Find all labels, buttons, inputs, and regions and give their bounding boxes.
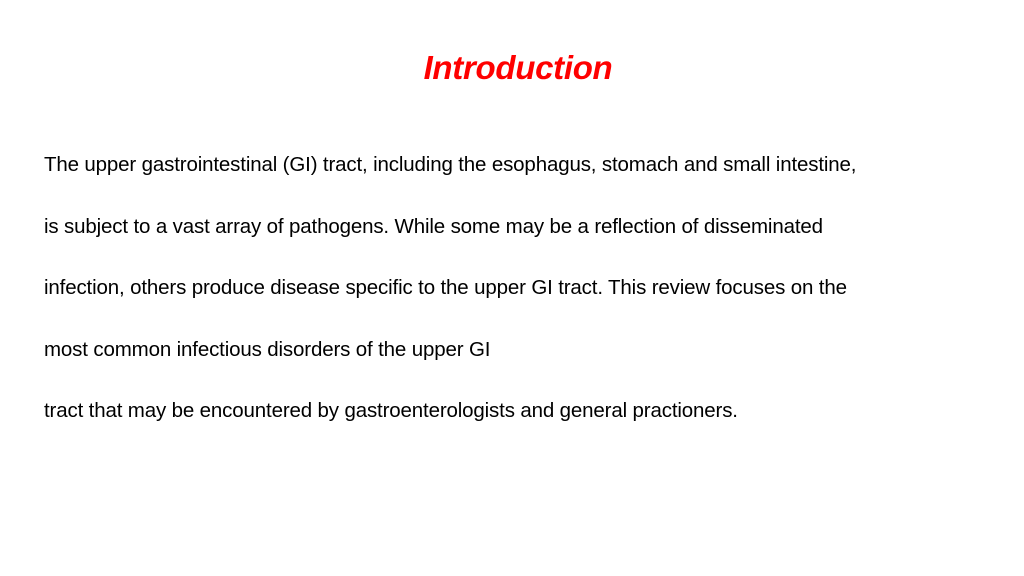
- slide-title: Introduction: [423, 49, 613, 86]
- body-line-5: tract that may be encountered by gastroenterologists and general practioners.: [44, 399, 738, 422]
- body-line-2: is subject to a vast array of pathogens. While some may be a reflection of disseminated: [44, 214, 823, 238]
- body-line-4: most common infectious disorders of the upper GI: [44, 337, 491, 361]
- slide-body: [44, 146, 1014, 454]
- body-line-3: infection, others produce disease specific to the upper GI tract. This review focuses on the: [44, 276, 847, 299]
- body-line-1: The upper gastrointestinal (GI) tract, including the esophagus, stomach and small intestine,: [44, 153, 857, 176]
